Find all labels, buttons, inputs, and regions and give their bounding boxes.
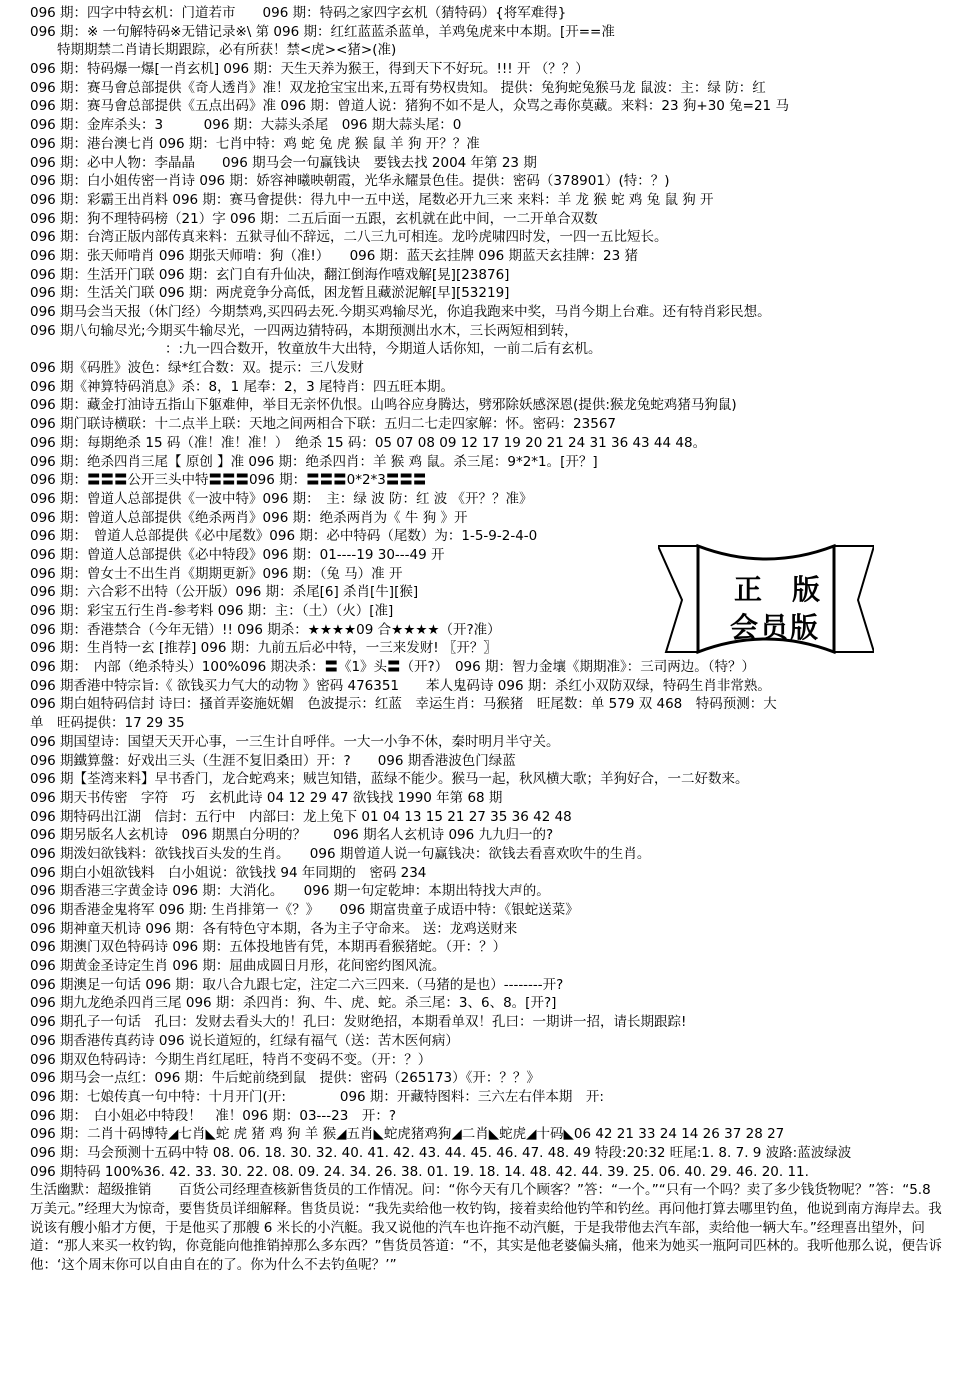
text-line: 096 期双色特码诗：今期生肖红尾旺，特肖不变码不变。（开：？） — [30, 1051, 432, 1068]
text-line: 096 期：四字中特玄机：门道若市 096 期：特码之家四字玄机（猜特码）{将军难得} — [30, 5, 567, 21]
text-line: 096 期：二肖十码博特◢七肖◣蛇 虎 猪 鸡 狗 羊 猴◢五肖◣蛇虎猪鸡狗◢二肖◣蛇虎◢十码◣06 42 21 33 24 14 26 37 28 27 — [30, 1126, 785, 1143]
text-line: 096 期白小姐欲钱料 白小姐说：欲钱找 94 年同期的 密码 234 — [30, 864, 427, 881]
text-line: 096 期《码胜》波色：绿*红合数：双。提示：三八发财 — [30, 360, 364, 377]
text-line: 096 期香港中特宗旨:《 欲钱买力气大的动物 》密码 476351 苯人鬼码诗 096 期：杀红小双防双绿，特码生肖非常熟。 — [30, 677, 771, 694]
text-line: 096 期香港三字黄金诗 096 期：大消化。 096 期一句定乾坤：本期出特找大声的。 — [30, 883, 550, 900]
text-line: 096 期泼妇欲钱料：欲钱找百头发的生肖。 096 期曾道人说一句赢钱决：欲钱去看喜欢吹牛的生肖。 — [30, 845, 651, 862]
text-line: 096 期澳足一句话 096 期：取八合九跟七定，注定二六三四来.（马猪的是也）--------开? — [30, 976, 564, 993]
stamp-text — [658, 540, 874, 658]
text-line: 096 期：特码爆一爆[一肖玄机] 096 期：天生天养为猴王，得到天下不好玩。!!! 开 （？？） — [30, 61, 589, 78]
text-line: 096 期：生活开门联 096 期：玄门自有升仙决，翻江倒海作嘻戏解[晃][23876] — [30, 266, 510, 283]
text-line: 096 期神童天机诗 096 期：各有特色守本期，各为主子守命来。 送：龙鸡送财来 — [30, 920, 518, 937]
text-line: 096 期八句输尽光;今期买牛输尽光，一四两边猜特码，本期预测出水木，三长两短相到转， — [30, 322, 578, 339]
text-line: 096 期：台湾正版内部传真来料：五狱寻仙不辞远，二八三九可相连。龙吟虎啸四时发，一四一五比短长。 — [30, 229, 668, 246]
text-line: 096 期【荃湾来料】早书香门，龙合蛇鸡来；贼岂知错，蓝绿不能少。猴马一起，秋风横大歌；羊狗好合，一二好数来。 — [30, 771, 749, 788]
text-line: 096 期：白小姐传密一肖诗 096 期：娇容神曦映朝霞，光华永耀景色佳。提供：密码（378901）(特：？) — [30, 173, 670, 190]
text-line: 096 期：※ 一句解特码※无错记录※\ 第 096 期：红红蓝蓝杀蓝单，羊鸡兔虎来中本期。[开==准 — [30, 23, 615, 40]
text-line: 096 期： 内部（绝杀特头）100%096 期决杀：〓《1》头〓（开?） 096 期：智力金壤《期期准》：三司两边。（特？） — [30, 659, 756, 676]
text-line: 096 期香港传真药诗 096 说长道短的，红绿有福气（送：苦木医何病） — [30, 1032, 459, 1049]
text-line: 096 期：曾道人总部提供《必中特段》096 期：01----19 30---49 开 — [30, 546, 445, 563]
text-line: 096 期：七娘传真一句中特：十月开门(开: 096 期：开藏特图料：三六左右伴本期 开: — [30, 1088, 604, 1105]
text-line: 特期期禁二肖请长期跟踪，必有所获！禁<虎><猪>(准) — [30, 42, 397, 59]
text-line: 096 期另版名人玄机诗 096 期黑白分明的？ 096 期名人玄机诗 096 九九归一的? — [30, 827, 554, 844]
text-line: 096 期：〓〓〓公开三头中特〓〓〓096 期：〓〓〓0*2*3〓〓〓 — [30, 472, 427, 489]
text-line: ：:九一四合数开，牧童放牛大出特，今期道人话你知，一前二后有玄机。 — [30, 341, 602, 358]
text-line: 096 期鐵算盤：好戏出三头（生涯不复旧桑田）开：? 096 期香港波色门绿蓝 — [30, 752, 516, 769]
text-line: 096 期国望诗：国望天天开心事，一三生计自呼伴。一大一小争不休，秦时明月半守关。 — [30, 733, 560, 750]
text-line: 096 期《神算特码消息》杀：8，1 尾奉：2，3 尾特肖：四五旺本期。 — [30, 378, 454, 395]
text-line: 096 期天书传密 字符 巧 玄机此诗 04 12 29 47 欲钱找 1990 年第 68 期 — [30, 789, 503, 806]
text-line: 096 期：藏金打油诗五指山下躯难伸，举目无亲怀仇恨。山鸣谷应身腾达，劈邪除妖感深恩(提供:猴龙兔蛇鸡猪马狗鼠) — [30, 397, 737, 414]
text-line: 096 期：必中人物：李晶晶 096 期马会一句赢钱诀 要钱去找 2004 年第 23 期 — [30, 154, 537, 171]
stamp-line-1: 正版 — [734, 573, 851, 606]
text-line: 096 期：彩霸王出肖料 096 期：赛马會提供：得九中一五中送，尾数必开九三来 来料：羊 龙 猴 蛇 鸡 兔 鼠 狗 开 — [30, 191, 714, 208]
text-line: 096 期：六合彩不出特（公开版）096 期：杀尾[6] 杀肖[牛][猴] — [30, 584, 419, 601]
text-line: 096 期九龙绝杀四肖三尾 096 期：杀四肖：狗、牛、虎、蛇。杀三尾：3、6、8。[开?] — [30, 995, 557, 1012]
text-line: 096 期：香港禁合（今年无错）!! 096 期杀：★★★★09 合★★★★（开?准） — [30, 621, 501, 638]
text-line: 096 期： 白小姐必中特段！ 准！096 期：03---23 开：? — [30, 1107, 397, 1124]
text-line: 096 期香港金鬼将军 096 期: 生肖排第一《？》 096 期富贵童子成语中特：《银蛇送菜》 — [30, 902, 579, 918]
text-line: 096 期：赛马會总部提供《奇人透肖》准！双龙抢宝宝出来,五哥有势权贵知。 提供：兔狗蛇兔猴马龙 鼠波：主：绿 防：红 — [30, 79, 766, 96]
text-line: 096 期马会当天报（休门经）今期禁鸡,买四码去死.今期买鸡输尽光，你追我跑来中奖，马肖今期上台难。还有特肖彩民想。 — [30, 304, 771, 320]
text-line: 096 期黄金圣诗定生肖 096 期：屈曲成圆日月形，花间密约图风流。 — [30, 958, 446, 975]
text-line: 096 期特码出江湖 信封：五行中 内部曰：龙上兔下 01 04 13 15 21 27 35 36 42 48 — [30, 808, 572, 825]
text-line: 096 期：每期绝杀 15 码（准！准！准！） 绝杀 15 码：05 07 08 09 12 17 19 20 21 24 31 36 43 44 48。 — [30, 434, 707, 451]
humor-paragraph: 生活幽默：超级推销 百货公司经理查核新售货员的工作情况。问：“你今天有几个顾客？”答：“一个。”“只有一个吗？卖了多少钱货物呢？”答：“5.8 万美元。”经理大为惊奇，要售货员详细解释。售货员说：“我先卖给他一枚钓钩，接着卖给他钓竿和钓丝。再问他打算去哪里钓鱼，他说到南方海岸去。我说该有艘小船才方便，于是他买了那艘 6 米长的小汽艇。我又说他的汽车也许拖不动汽艇，于是我带他去汽车部，卖给他一辆大车。”经理喜出望外，问道：“那人来买一枚钓钩，你竟能向他推销掉那么多东西？”售货员答道：“不，其实是他老婆偏头痛，他来为她买一瓶阿司匹林的。我听他那么说，便告诉他：‘这个周末你可以自由自在的了。你为什么不去钓鱼呢？’” — [30, 1182, 942, 1274]
text-line: 096 期：绝杀四肖三尾【 原创 】准 096 期：绝杀四肖：羊 猴 鸡 鼠。杀三尾：9*2*1。[开？] — [30, 453, 598, 470]
text-line: 096 期：赛马會总部提供《五点出码》准 096 期：曾道人说：猪狗不如不是人，众骂之毒你莫藏。来料：23 狗+30 兔=21 马 — [30, 98, 789, 115]
text-line: 096 期：生肖特一玄 [推荐] 096 期：九前五后必中特，一三来发财! 〖开？〗 — [30, 640, 497, 657]
text-line: 096 期：彩宝五行生肖-参考料 096 期：主：（土）（火）[准] — [30, 603, 394, 619]
text-line: 096 期：港台澳七肖 096 期：七肖中特：鸡 蛇 兔 虎 猴 鼠 羊 狗 开？？准 — [30, 135, 480, 152]
text-line: 096 期：张天师啃肖 096 期张天师啃：狗（准!） 096 期：蓝天玄挂牌 096 期蓝天玄挂牌：23 猪 — [30, 247, 638, 264]
text-line: 096 期白姐特码信封 诗曰：搔首弄姿施妩媚 色波提示：红蓝 幸运生肖：马猴猪 旺尾数：单 579 双 468 特码预测：大 — [30, 696, 777, 713]
text-line: 单 旺码提供：17 29 35 — [30, 715, 185, 732]
text-line: 096 期孔子一句话 孔曰：发财去看头大的！孔曰：发财绝招，本期看单双！孔曰：一期讲一招，请长期跟踪! — [30, 1014, 687, 1031]
text-line: 096 期：曾道人总部提供《绝杀两肖》096 期：绝杀两肖为《 牛 狗 》开 — [30, 509, 468, 526]
stamp-line-2: 会员版 — [730, 611, 821, 644]
text-line: 096 期：生活关门联 096 期：两虎竟争分高低，困龙暂且藏淤泥解[早][53219] — [30, 285, 510, 302]
text-line: 096 期： 曾道人总部提供《必中尾数》096 期：必中特码（尾数）为：1-5-9-2-4-0 — [30, 528, 538, 545]
text-line: 096 期：曾道人总部提供《一波中特》096 期： 主：绿 波 防：红 波 《开？？准》 — [30, 490, 533, 507]
text-line: 096 期门联诗横联：十二点半上联：天地之间两相合下联：五归二七走四家解：怀。密码：23567 — [30, 416, 617, 433]
text-line: 096 期特码 100%36. 42. 33. 30. 22. 08. 09. 24. 34. 26. 38. 01. 19. 18. 14. 48. 42. 44. 39. 25. 06. 40. 29. 46. 20. 11. — [30, 1163, 809, 1180]
genuine-member-stamp — [658, 540, 874, 658]
text-line: 096 期：曾女士不出生肖《期期更新》096 期：（兔 马）准 开 — [30, 565, 403, 582]
text-line: 096 期马会一点红：096 期：牛后蛇前绕到鼠 提供：密码（265173）《开：？？》 — [30, 1070, 540, 1087]
text-line: 096 期澳门双色特码诗 096 期：五体投地皆有凭，本期再看猴猪蛇。（开：？） — [30, 939, 507, 956]
text-line: 096 期：狗不理特码榜（21）字 096 期：二五后面一五跟，玄机就在此中间，一二开单合双数 — [30, 210, 598, 227]
text-line: 096 期：马会预测十五码中特 08. 06. 18. 30. 32. 40. 41. 42. 43. 44. 45. 46. 47. 48. 49 特段:20:32 旺尾:1. 8. 7. 9 波路:蓝波绿波 — [30, 1144, 852, 1161]
text-line: 096 期：金库杀头：3 096 期：大蒜头杀尾 096 期大蒜头尾：0 — [30, 117, 462, 134]
